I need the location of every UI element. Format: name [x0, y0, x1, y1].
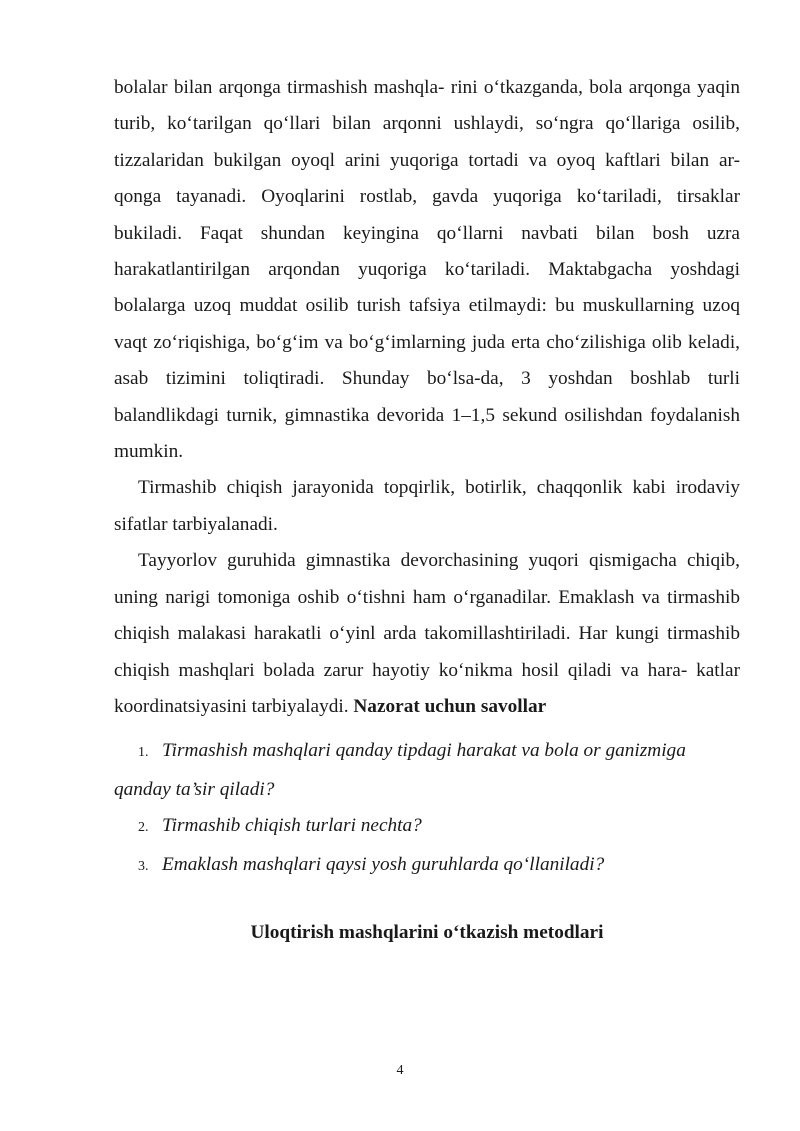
- question-text: Tirmashib chiqish turlari nechta?: [162, 815, 422, 837]
- question-number: 1.: [138, 745, 149, 761]
- document-page: [114, 70, 740, 951]
- question-item: [114, 847, 740, 885]
- review-questions-label: Nazorat uchun savollar: [353, 695, 547, 717]
- question-item: [114, 733, 740, 808]
- page-number: 4: [396, 1063, 404, 1078]
- question-number: 2.: [138, 820, 149, 836]
- question-number: 3.: [138, 858, 149, 874]
- question-item: [114, 808, 740, 846]
- question-text: Emaklash mashqlari qaysi yosh guruhlarda qo‘llaniladi?: [162, 853, 605, 875]
- question-text: Tirmashish mashqlari qanday tipdagi harakat va bola or ganizmiga qanday ta’sir qiladi?: [114, 740, 686, 800]
- body-paragraph-3-text: Tayyorlov guruhida gimnastika devorchasining yuqori qismigacha chiqib, uning narigi tomoniga oshib o‘tishni ham o‘rganadilar. Emaklash va tirmashib chiqish malakasi harakatli o‘yinl arda takomillashtiriladi. Har kungi tirmashib chiqish mashqlari bolada zarur hayotiy ko‘nikma hosil qiladi va hara- katlar koordinatsiyasini tarbiyalaydi.: [114, 550, 740, 717]
- body-paragraph-2: Tirmashib chiqish jarayonida topqirlik, botirlik, chaqqonlik kabi irodaviy sifatlar tarbiyalanadi.: [114, 477, 740, 535]
- question-list: [114, 733, 740, 885]
- section-heading: Uloqtirish mashqlarini o‘tkazish metodlari: [250, 921, 604, 943]
- body-paragraph-3: [114, 543, 740, 725]
- body-paragraph-1: bolalar bilan arqonga tirmashish mashqla- rini o‘tkazganda, bola arqonga yaqin turib, ko‘tarilgan qo‘llari bilan arqonni ushlaydi, so‘ngra qo‘llariga osilib, tizzalaridan bukilgan oyoql arini yuqoriga tortadi va oyoq kaftlari bilan ar- qonga tayanadi. Oyoqlarini rostlab, gavda yuqoriga ko‘tariladi, tirsaklar bukiladi. Faqat shundan keyingina qo‘llarni navbati bilan bosh uzra harakatlantirilgan arqondan yuqoriga ko‘tariladi. Maktabgacha yoshdagi bolalarga uzoq muddat osilib turish tafsiya etilmaydi: bu muskullarning uzoq vaqt zo‘riqishiga, bo‘g‘im va bo‘g‘imlarning juda erta cho‘zilishiga olib keladi, asab tizimini toliqtiradi. Shunday bo‘lsa-da, 3 yoshdan boshlab turli balandlikdagi turnik, gimnastika devorida 1–1,5 sekund osilishdan foydalanish mumkin.: [114, 77, 740, 463]
